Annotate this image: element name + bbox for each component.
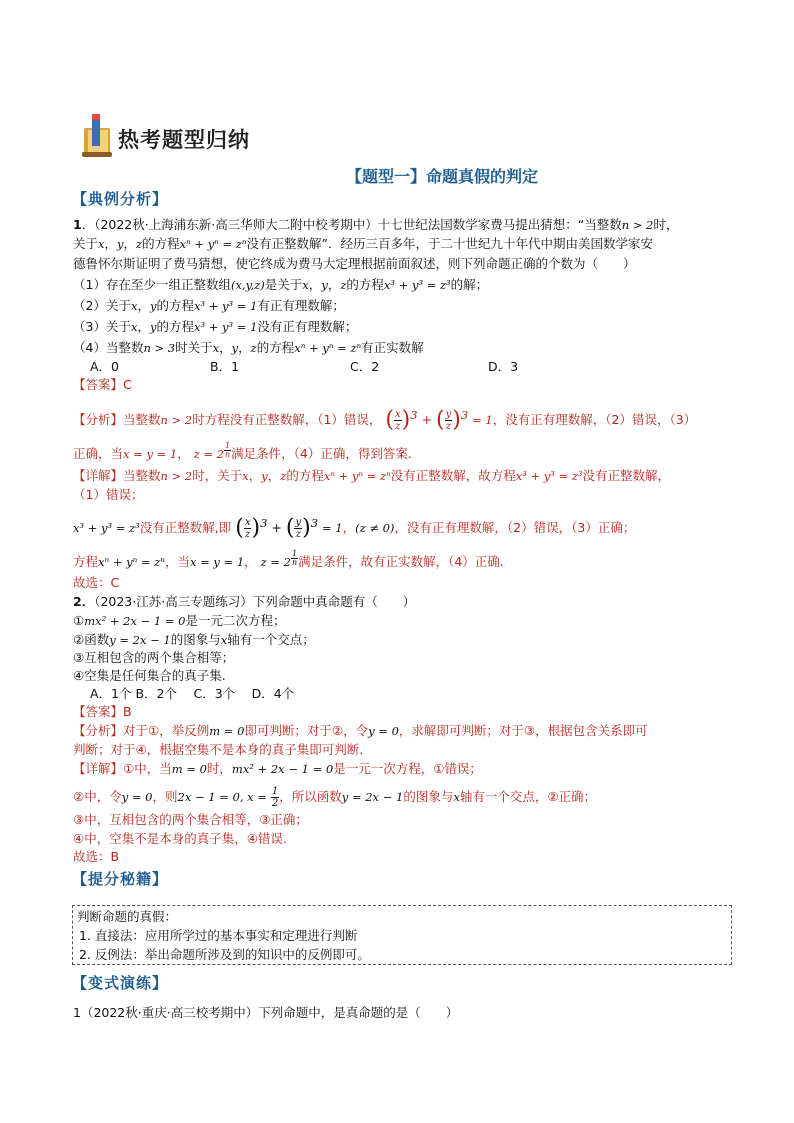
tips-box (72, 905, 732, 965)
q1-analysis-line-2: 正确，当x = y = 1， z = 2 $^{\frac{1}{n}}$ 满足条件，（4）正确，得到答案. (73, 440, 412, 462)
q1-detail-line-2: （1）错误； (73, 487, 144, 502)
q1-conclusion: 故选：C (73, 575, 120, 590)
q1-line-1: 1．（2022秋·上海浦东新·高三华师大二附中校考期中）十七世纪法国数学家费马提出猜想：“当整数n > 2时， (73, 217, 679, 232)
q1-detail-line-1: 【详解】当整数n > 2时，关于x，y，z的方程xⁿ + yⁿ = zⁿ没有正整数解，故方程x³ + y³ = z³没有正整数解， (73, 468, 671, 483)
q2-detail-line-3: ③中，互相包含的两个集合相等，③正确； (73, 812, 308, 827)
q2-conclusion: 故选：B (73, 849, 120, 864)
practice-heading: 【变式演练】 (72, 974, 169, 992)
q2-choices: A．1个 B．2个 C．3个 D．4个 (90, 686, 295, 701)
example-analysis-heading: 【典例分析】 (72, 190, 169, 208)
q1-choice-d: D．3 (488, 359, 519, 374)
q1-choice-a: A．0 (90, 359, 120, 374)
q1-option-3: （3）关于x，y的方程x³ + y³ = 1没有正有理数解； (73, 319, 358, 334)
q2-statement-1: ①mx² + 2x − 1 = 0是一元二次方程； (73, 613, 286, 628)
q1-choice-c: C．2 (350, 359, 380, 374)
q1-option-1: （1）存在至少一组正整数组(x,y,z)是关于x，y，z的方程x³ + y³ = z³的解； (73, 277, 489, 292)
q1-option-4: （4）当整数n > 3时关于x，y，z的方程xⁿ + yⁿ = zⁿ有正实数解 (73, 340, 424, 355)
q2-detail-line-1: 【详解】①中，当m = 0时，mx² + 2x − 1 = 0是一元一次方程，①错误； (73, 761, 482, 776)
q2-detail-line-4: ④中，空集不是本身的真子集，④错误. (73, 831, 287, 846)
tips-title: 判断命题的真假： (77, 909, 178, 924)
tips-heading: 【提分秘籍】 (72, 870, 169, 888)
q1-option-2: （2）关于x，y的方程x³ + y³ = 1有正有理数解； (73, 298, 345, 313)
practice-q1: 1（2022秋·重庆·高三校考期中）下列命题中，是真命题的是（ ） (73, 1005, 459, 1020)
q1-detail-line-3: x³ + y³ = z³没有正整数解,即 ( $\frac{x}{z}$ )$^3$ + ( $\frac{y}{z}$ )$^3$ = 1，(z ≠ 0)，没有正有理数解，（2）错误，（3）正确； (73, 515, 636, 541)
q1-choice-b: B．1 (210, 359, 240, 374)
pencil-book-icon (80, 112, 116, 158)
section-type-heading: 【题型一】命题真假的判定 (345, 167, 538, 186)
q1-analysis-line-1: 【分析】当整数n > 2时方程没有正整数解，（1）错误， ( $\frac{x}{z}$ )$^3$ + ( $\frac{y}{z}$ )$^3$ = 1，没有正有理数解，（2）错误，（3） (73, 407, 697, 433)
q2-statement-4: ④空集是任何集合的真子集. (73, 668, 226, 683)
page-title: 热考题型归纳 (118, 128, 250, 152)
q1-line-3: 德鲁怀尔斯证明了费马猜想，使它终成为费马大定理根据前面叙述，则下列命题正确的个数为（ ） (73, 256, 636, 271)
q1-line-2: 关于x，y，z的方程xⁿ + yⁿ = zⁿ没有正整数解”．经历三百多年，于二十世纪九十年代中期由美国数学家安 (73, 236, 654, 251)
q1-detail-line-4: 方程xⁿ + yⁿ = zⁿ，当x = y = 1， z = 2 $^{\frac{1}{n}}$ 满足条件，故有正实数解，（4）正确. (73, 548, 504, 570)
q2-statement-3: ③互相包含的两个集合相等； (73, 650, 235, 665)
tips-item-2: 2. 反例法：举出命题所涉及到的知识中的反例即可。 (79, 947, 370, 962)
q2-line-1: 2．（2023·江苏·高三专题练习）下列命题中真命题有（ ） (73, 594, 416, 609)
q2-detail-line-2: ②中，令y = 0，则2x − 1 = 0, x = $\frac{1}{2}$ ，所以函数y = 2x − 1的图象与x轴有一个交点，②正确； (73, 786, 597, 809)
q2-analysis-line-2: 判断；对于④，根据空集不是本身的真子集即可判断. (73, 742, 364, 757)
q2-statement-2: ②函数y = 2x − 1的图象与x轴有一个交点； (73, 632, 315, 647)
tips-item-1: 1. 直接法：应用所学过的基本事实和定理进行判断 (79, 928, 358, 943)
q1-answer: 【答案】C (73, 377, 132, 392)
q2-answer: 【答案】B (73, 704, 132, 719)
q2-analysis-line-1: 【分析】对于①，举反例m = 0即可判断；对于②，令y = 0，求解即可判断；对于③，根据包含关系即可 (73, 723, 648, 738)
